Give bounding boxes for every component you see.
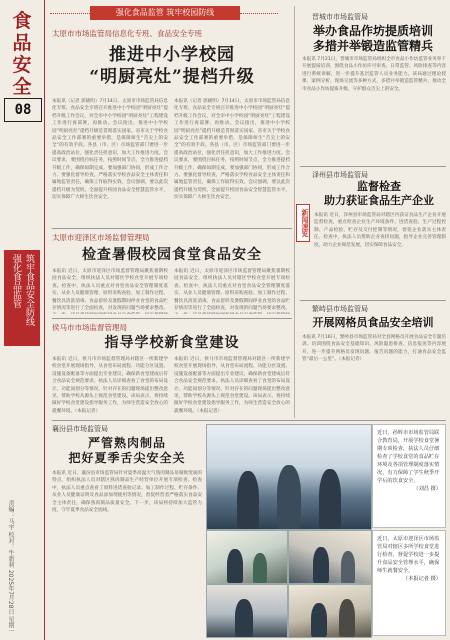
article-headline: 指导学校新食堂建设 — [104, 335, 240, 351]
article-source: 太原市迎泽区市场监督管理局 — [52, 233, 150, 242]
article-source: 侯马市市场监督管理局 — [52, 323, 127, 332]
photo-inspection-top — [206, 424, 372, 530]
slogan-column: 筑牢食品安全防线 — [24, 254, 34, 326]
article-source: 襄汾县市场监管局 — [52, 425, 108, 433]
article-headline: 举办食品作坊提质培训 多措并举锻造监管精兵 — [312, 24, 433, 53]
article-headline: 严管熟肉制品 把好夏季舌尖安全关 — [68, 436, 186, 465]
caption-text: 近日，太原市迎泽区市场监管局对辖区多所学校食堂进行检查，督促学校进一步提升食品安全管理水平，确保师生就餐安全。 — [377, 536, 440, 574]
divider — [52, 420, 446, 421]
slogan-column: 强化食品监管 — [11, 254, 21, 308]
page-number: 08 — [4, 98, 42, 122]
caption-author: （本报记者 摄） — [403, 576, 441, 582]
article-body: 本报讯（记者 郭晓明）7月14日，太原市市场监管局信息化专班、食品安全专班召开推进中小学校园“明厨亮灶”提档升级工作会议，对全市中小学校园“明厨亮灶”工程建设工作进行再部署、再推动。会议指出，推进中小学校园“明厨亮灶”提档升级是贯彻落实国家、省市关于学校食品安全工作部署的重要举措，是保障师生“舌尖上的安全”的有效手段。各县（市、区）市场监管部门要进一步提高政治站位，强化责任担意识，加大工作推进力度。会议要求，要围绕目标任务，按照时间节点，全力推进提档升级工作，确保如期完成。要加强部门协同，形成工作合力。要强化督导检查，严格落实学校食品安全主体责任和属地监管责任，确保工作取得实效。会议强调，要以此次提档升级为契机，全面提升校园食品安全智慧监管水平，切实保障广大师生饮食安全。 — [52, 99, 168, 201]
photo-inspection-bottom-right — [288, 584, 372, 638]
column-rule — [294, 6, 295, 418]
article-body: 本报讯 近日，襄汾县市场监管局针对夏季高温天气熟肉制品易腐败变质的特点，组织执法人员对辖区熟肉制品生产经营单位开展专项检查。检查中，执法人员重点查看了原料进货查验记录、加工制作过程、贮存条件、从业人员健康证明及食品添加剂使用等情况，督促经营者严格落实食品安全主体责任，确保熟肉制品质量安全。下一步，该局将持续加大监管力度，守牢夏季食品安全底线。 — [52, 471, 202, 514]
kicker-rule — [240, 13, 278, 14]
article-source: 太原市市场监管局信息化专班、食品安全专班 — [52, 29, 202, 38]
article-source: 晋城市市场监管局 — [312, 13, 368, 21]
kicker-banner: 强化食品监管 筑牢校园防线 — [90, 6, 240, 20]
article-headline: 检查暑假校园食堂食品安全 — [82, 247, 262, 263]
divider — [300, 166, 446, 167]
article-headline: 推进中小学校园 “明厨亮灶”提档升级 — [89, 45, 255, 87]
divider — [52, 318, 292, 319]
article-body-continued: 本报讯（记者 郭晓明）7月14日，太原市市场监管局信息化专班、食品安全专班召开推进中小学校园“明厨亮灶”提档升级工作会议，对全市中小学校园“明厨亮灶”工程建设工作进行再部署、再推动。会议指出，推进中小学校园“明厨亮灶”提档升级是贯彻落实国家、省市关于学校食品安全工作部署的重要举措，是保障师生“舌尖上的安全”的有效手段。各县（市、区）市场监管部门要进一步提高政治站位，强化责任担意识，加大工作推进力度。会议要求，要围绕目标任务，按照时间节点，全力推进提档升级工作，确保如期完成。要加强部门协同，形成工作合力。要强化督导检查，严格落实学校食品安全主体责任和属地监管责任，确保工作取得实效。会议强调，要以此次提档升级为契机，全面提升校园食品安全智慧监管水平，切实保障广大师生饮食安全。 — [174, 99, 290, 201]
article-body-continued: 本报讯 近日，侯马市市场监督管理局对辖区一所新建学校食堂开展现场指导，从食堂布局流程、功能分区设置、设施设备配备等方面提出专业建议，确保新食堂建成后符合食品安全规范要求。执法人员详细查看了食堂的布局设计、功能间划分等情况，针对存在的问题现场提出整改意见，帮助学校从源头上规范食堂建设。该局表示，将持续做好学校食堂建设指导服务工作，为师生营造安全放心的就餐环境。（本报记者） — [174, 357, 290, 414]
photo-inspection-left — [206, 530, 288, 584]
divider — [52, 228, 292, 229]
article-body: 本报讯 近日，太原市迎泽区市场监督管理局聚焦暑期校园食品安全，组织执法人员对辖区学校食堂开展专项检查。检查中，执法人员重点对食堂食品安全管理制度落实、从业人员健康管理、原料采购查验、加工制作过程、餐饮具清洗消毒、食品留样及暑假期间停业食堂的食品贮存情况等进行了全面检查，对发现的问题当场要求整改。 — [52, 269, 168, 312]
slogan-box — [4, 250, 40, 346]
photo-caption — [372, 424, 446, 528]
photo-caption — [372, 530, 446, 636]
article-source: 繁峙县市场监管局 — [312, 305, 368, 313]
divider — [300, 300, 446, 301]
photo-inspection-right — [288, 530, 372, 584]
article-body: 本报讯 近日，侯马市市场监督管理局对辖区一所新建学校食堂开展现场指导，从食堂布局流程、功能分区设置、设施设备配备等方面提出专业建议，确保新食堂建成后符合食品安全规范要求。执法人员详细查看了食堂的布局设计、功能间划分等情况，针对存在的问题现场提出整改意见，帮助学校从源头上规范食堂建设。该局表示，将持续做好学校食堂建设指导服务工作，为师生营造安全放心的就餐环境。（本报记者） — [52, 357, 168, 414]
article-headline: 监督检查 助力获证食品生产企业 — [324, 180, 434, 207]
article-source: 泽州县市场监管局 — [312, 171, 368, 179]
article-body: 本报讯 近日，泽州县市场监管局对辖区内获证食品生产企业开展监督检查，重点检查企业生产环境条件、进货查验、生产过程控制、产品检验、贮存及交付控制等情况，督促企业落实主体责任。检查中，执法人员帮助企业查找问题，指导企业完善管理制度，助力企业规范发展，切实保障食品安全。 — [314, 213, 446, 248]
caption-author: （刘昌 摄） — [413, 486, 441, 492]
date-line: 责编：马宇 校对：牛新莉 2025年7月28日 星期一 — [7, 500, 14, 635]
kicker-rule — [50, 13, 90, 14]
article-headline: 开展网格员食品安全培训 — [312, 316, 434, 329]
caption-text: 近日，孙辉市市场监管局联合教育局，开展学校食堂暑期专项检查，执法人员仔细检查了学校食堂的食品贮存环境及各项管理制度落实情况，有力保障了学生秋季开学后的饮食安全。 — [377, 430, 440, 484]
article-body-continued: 本报讯 近日，太原市迎泽区市场监督管理局聚焦暑期校园食品安全，组织执法人员对辖区学校食堂开展专项检查。检查中，执法人员重点对食堂食品安全管理制度落实、从业人员健康管理、原料采购查验、加工制作过程、餐饮具清洗消毒、食品留样及暑假期间停业食堂的食品贮存情况等进行了全面检查，对发现的问题当场要求整改。 — [174, 269, 290, 312]
photo-inspection-bottom-left — [206, 584, 288, 638]
news-tag: 新闻速览 — [296, 204, 310, 242]
article-body: 本报讯 7月16日，繁峙县市场监管局对全县网格员开展食品安全专题培训。培训围绕食品安全基础知识、风险隐患排查、信息报送等内容展开，进一步提升网格员发现问题、报告问题的能力，打通食品安全监管“最后一公里”。（本报记者） — [302, 335, 446, 363]
section-name: 食品安全 — [12, 10, 32, 98]
article-body: 本报讯 7月21日，晋城市市场监管局组织全市食品小作坊监管业务骨干开展提质培训，围绕食品小作坊许可审查、日常监管、风险排查等内容进行系统讲解，进一步提升基层监管人员业务能力。该局通过理论授课、案例分析、现场交流等多种方式，多措并举锻造监管精兵，推动全市食品小作坊提质升级，守护群众舌尖上的安全。 — [302, 57, 446, 92]
